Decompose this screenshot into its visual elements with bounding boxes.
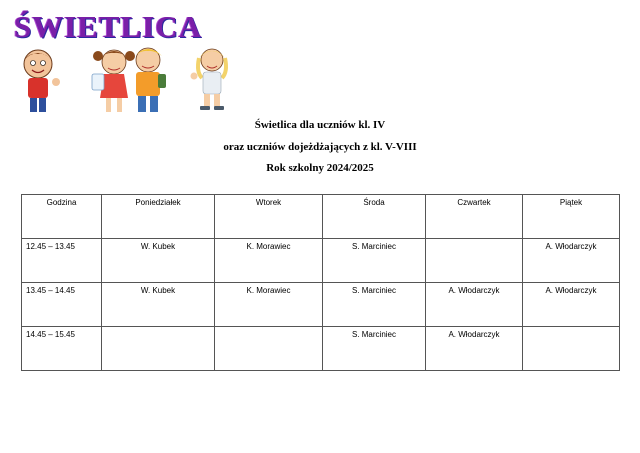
column-header: Środa	[323, 195, 426, 239]
column-header: Piątek	[523, 195, 620, 239]
table-cell: A. Włodarczyk	[426, 327, 523, 371]
table-cell: A. Włodarczyk	[523, 239, 620, 283]
table-header-row	[22, 195, 620, 239]
table-cell	[426, 239, 523, 283]
swietlica-logo	[14, 10, 246, 114]
blonde-girl-illustration	[191, 49, 227, 110]
table-cell: K. Morawiec	[215, 239, 323, 283]
table-cell	[523, 327, 620, 371]
logo-title: ŚWIETLICA	[14, 9, 203, 44]
time-cell: 14.45 – 15.45	[22, 327, 102, 371]
heading-line-1: Świetlica dla uczniów kl. IV	[254, 119, 386, 131]
girl-illustration	[92, 50, 135, 112]
table-cell: S. Marciniec	[323, 327, 426, 371]
children-illustration	[14, 44, 246, 116]
table-cell: W. Kubek	[102, 283, 215, 327]
table-row	[22, 327, 620, 371]
schedule-table	[21, 194, 620, 371]
table-cell	[215, 327, 323, 371]
column-header: Czwartek	[426, 195, 523, 239]
column-header: Godzina	[22, 195, 102, 239]
table-cell: K. Morawiec	[215, 283, 323, 327]
column-header: Wtorek	[215, 195, 323, 239]
heading-line-2: oraz uczniów dojeżdżających z kl. V-VIII	[223, 141, 417, 153]
table-cell: S. Marciniec	[323, 239, 426, 283]
table-row	[22, 283, 620, 327]
table-row	[22, 239, 620, 283]
table-cell	[102, 327, 215, 371]
column-header: Poniedziałek	[102, 195, 215, 239]
boy-with-thumbs-up-illustration	[24, 50, 60, 112]
time-cell: 13.45 – 14.45	[22, 283, 102, 327]
heading-school-year: Rok szkolny 2024/2025	[266, 162, 374, 174]
table-cell: A. Włodarczyk	[523, 283, 620, 327]
table-cell: A. Włodarczyk	[426, 283, 523, 327]
blond-boy-illustration	[135, 48, 166, 112]
table-cell: W. Kubek	[102, 239, 215, 283]
table-cell: S. Marciniec	[323, 283, 426, 327]
time-cell: 12.45 – 13.45	[22, 239, 102, 283]
